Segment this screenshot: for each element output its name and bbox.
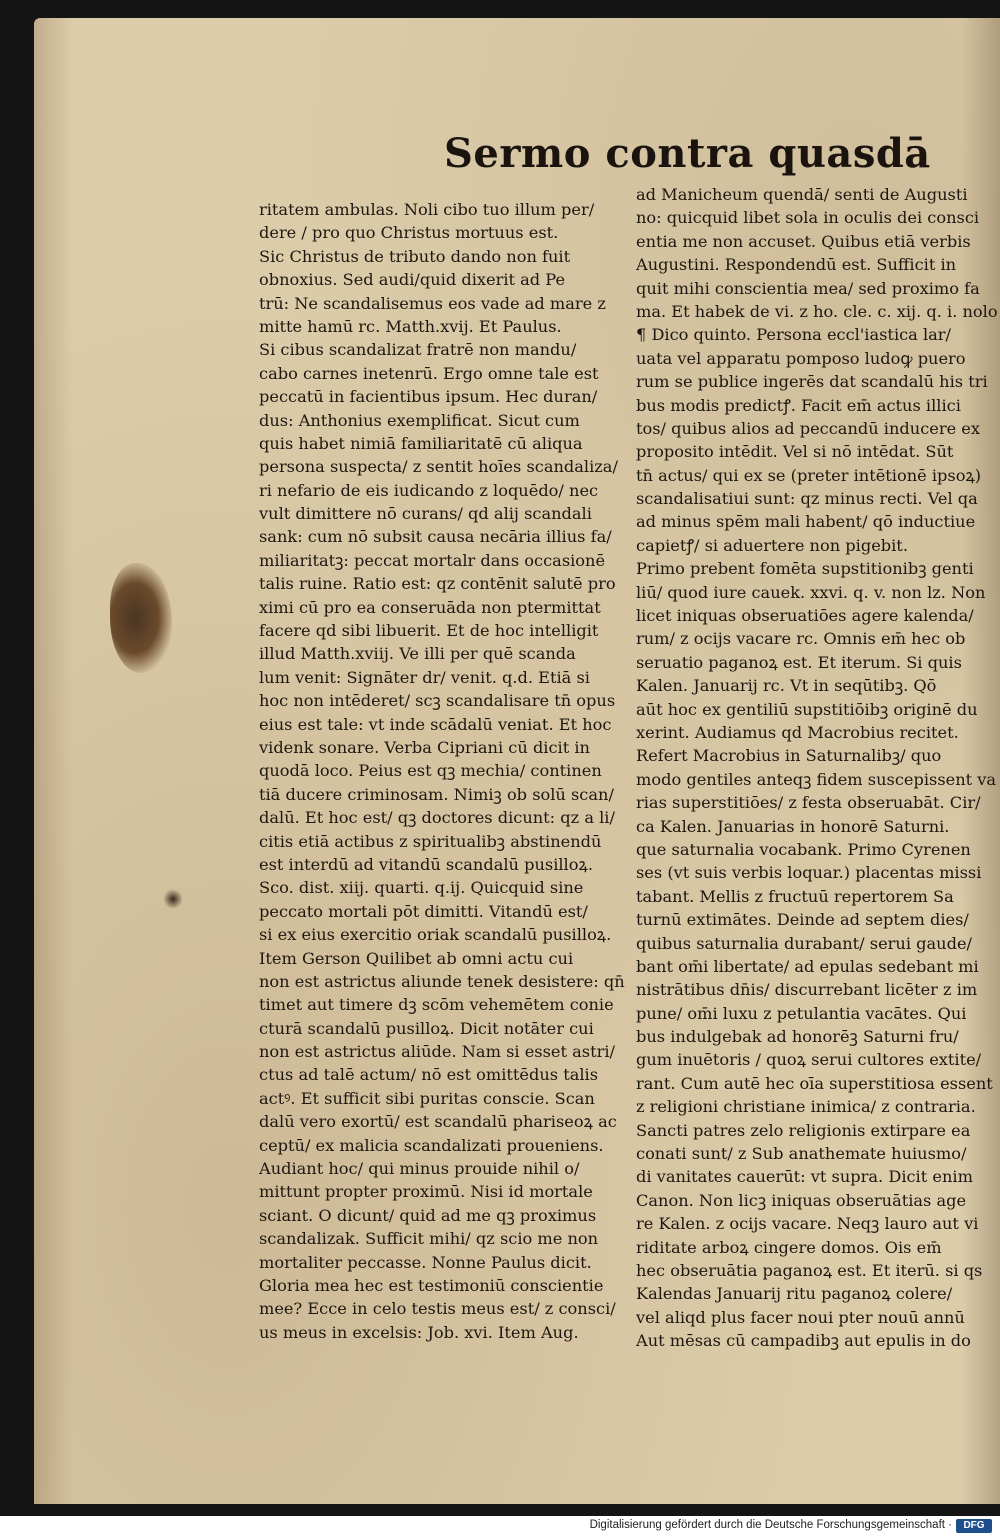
text-line: seruatio paganoꝝ est. Et iterum. Si quis [636,652,962,672]
text-line: turnū extimātes. Deinde ad septem dies/ [636,910,969,930]
left-text-column [259,198,644,1344]
text-line: licet iniquas obseruatiōes agere kalenda/ [636,606,974,626]
text-line: rias superstitiōes/ z festa obseruabāt. Cir/ [636,793,981,813]
text-line: obnoxius. Sed audi/quid dixerit ad Pe [259,270,566,290]
text-line: Primo prebent fomēta supstitionibꝫ genti [636,559,974,579]
text-line: timet aut timere dꝫ scōm vehemētem conie [259,995,614,1015]
text-line: ad Manicheum quendā/ senti de Augusti [636,185,968,204]
text-line: scandalizak. Sufficit mihi/ qz scio me non [259,1229,599,1249]
text-line: Kalen. Januarij rc. Vt in seqūtibꝫ. Qō [636,676,937,696]
text-line: ad minus spēm mali habent/ qō inductiue [636,512,976,532]
text-line: lum venit: Signāter dr/ venit. q.d. Etiā si [259,667,590,687]
text-line: re Kalen. z ocijs vacare. Neqꝫ lauro aut vi [636,1214,979,1234]
text-line: peccato mortali pōt dimitti. Vitandū est/ [259,901,588,921]
text-line: entia me non accuset. Quibus etiā verbis [636,231,971,251]
text-line: cabo carnes inetenrū. Ergo omne tale est [259,363,599,383]
text-line: eius est tale: vt inde scādalū veniat. Et hoc [259,714,612,734]
text-line: que saturnalia vocabank. Primo Cyrenen [636,839,971,859]
text-line: tn̄ actus/ qui ex se (preter intētionē ipsoꝝ) [636,465,982,485]
text-line: peccatū in facientibus ipsum. Hec duran/ [259,387,598,407]
text-line: Sco. dist. xiij. quarti. q.ij. Quicquid sine [259,878,584,898]
text-line: riditate arboꝝ cingere domos. Ois em̄ [636,1237,942,1257]
text-line: trū: Ne scandalisemus eos vade ad mare z [259,293,606,313]
text-line: facere qd sibi libuerit. Et de hoc intelligit [259,621,599,641]
text-line: dalū vero exortū/ est scandalū phariseoꝝ ac [259,1112,617,1132]
text-line: modo gentiles anteqꝫ fidem suscepissent va [636,769,997,789]
text-line: actꝰ. Et sufficit sibi puritas conscie. Scan [259,1088,595,1108]
text-line: tos/ quibus alios ad peccandū inducere ex [636,418,981,438]
text-line: Gloria mea hec est testimoniū conscientie [259,1275,604,1295]
text-line: Audiant hoc/ qui minus prouide nihil o/ [259,1159,580,1179]
right-text-column [636,183,998,1353]
text-line: quodā loco. Peius est qꝫ mechia/ continen [259,761,602,781]
text-line: mitte hamū rc. Matth.xvij. Et Paulus. [259,316,562,336]
text-line: bant om̄i libertate/ ad epulas sedebant mi [636,956,979,976]
text-line: ri nefario de eis iudicando z loquēdo/ nec [259,480,599,500]
book-page [34,18,1000,1504]
text-line: ctus ad talē actum/ nō est omittēdus talis [259,1065,599,1085]
text-line: illud Matth.xviij. Ve illi per quē scanda [259,644,576,664]
text-line: quit mihi conscientia mea/ sed proximo fa [636,278,980,298]
text-line: capietꝭ/ si aduertere non pigebit. [636,535,908,555]
text-line: Si cibus scandalizat fratrē non mandu/ [259,340,577,360]
text-line: tabant. Mellis z fructuū repertorem Sa [636,886,954,906]
text-line: xerint. Audiamus qd Macrobius recitet. [636,722,959,742]
text-line: mortaliter peccasse. Nonne Paulus dicit. [259,1252,592,1272]
text-line: ses (vt suis verbis loquar.) placentas missi [636,863,982,883]
page-stain [110,563,172,673]
text-line: ca Kalen. Januarias in honorē Saturni. [636,816,950,836]
text-line: conati sunt/ z Sub anathemate huiusmo/ [636,1144,967,1164]
text-line: ¶ Dico quinto. Persona eccl'iastica lar/ [636,325,951,345]
text-line: Canon. Non licꝫ iniquas obseruātias age [636,1190,967,1210]
text-line: aūt hoc ex gentiliū supstitiōibꝫ originē du [636,699,978,719]
text-line: sciant. O dicunt/ quid ad me qꝫ proximus [259,1205,597,1225]
text-line: dere / pro quo Christus mortuus est. [259,223,559,243]
text-line: rum/ z ocijs vacare rc. Omnis em̄ hec ob [636,629,966,649]
text-line: di vanitates cauerūt: vt supra. Dicit enim [636,1167,973,1187]
text-line: no: quicquid libet sola in oculis dei consci [636,208,980,228]
text-line: proposito intēdit. Vel si nō intēdat. Sūt [636,442,954,462]
text-line: miliaritatꝫ: peccat mortalr dans occasionē [259,550,606,570]
text-line: videnk sonare. Verba Cipriani cū dicit in [259,737,590,757]
text-line: uata vel apparatu pomposo ludoꝙ puero [636,348,966,368]
text-line: mittunt propter proximū. Nisi id mortale [259,1182,593,1202]
page-speck [164,888,182,910]
text-line: Sancti patres zelo religionis extirpare ea [636,1120,971,1140]
text-line: cturā scandalū pusilloꝝ. Dicit notāter cui [259,1018,594,1038]
funding-note: Digitalisierung gefördert durch die Deutsche Forschungsgemeinschaft · [589,1519,952,1531]
text-line: us meus in excelsis: Job. xvi. Item Aug. [259,1322,579,1342]
text-line: vult dimittere nō curans/ qd alij scandali [259,504,592,524]
text-line: mee? Ecce in celo testis meus est/ z consci/ [259,1299,616,1319]
text-line: Augustini. Respondendū est. Sufficit in [636,255,957,275]
text-line: non est astrictus aliūde. Nam si esset astri/ [259,1042,615,1062]
text-line: vel aliqd plus facer noui pter nouū annū [636,1307,965,1327]
text-line: Kalendas Januarij ritu paganoꝝ colere/ [636,1284,953,1304]
text-line: persona suspecta/ z sentit hoīes scandaliza/ [259,457,618,477]
text-line: dus: Anthonius exemplificat. Sicut cum [259,410,580,430]
text-line: non est astrictus aliunde tenek desistere: qn̄ [259,971,625,991]
text-line: quibus saturnalia durabant/ serui gaude/ [636,933,972,953]
text-line: rant. Cum autē hec oīa superstitiosa essent [636,1073,993,1093]
text-line: quis habet nimiā familiaritatē cū aliqua [259,433,583,453]
text-line: gum inuētoris / quoꝝ serui cultores extite/ [636,1050,982,1070]
text-line: hec obseruātia paganoꝝ est. Et iterū. si qs [636,1260,983,1280]
text-line: talis ruine. Ratio est: qz contēnit salutē pro [259,574,616,594]
running-head: Sermo contra quasdā [444,130,931,177]
text-line: ma. Et habek de vi. z ho. cle. c. xij. q. i. nolo [636,301,998,321]
text-line: sank: cum nō subsit causa necāria illius fa/ [259,527,612,547]
text-line: liū/ quod iure cauek. xxvi. q. v. non lz. Non [636,582,986,602]
text-line: Item Gerson Quilibet ab omni actu cui [259,948,574,968]
text-line: citis etiā actibus z spiritualibꝫ abstinendū [259,831,602,851]
text-line: rum se publice ingerēs dat scandalū his tri [636,372,988,392]
text-line: ceptū/ ex malicia scandalizati proueniens. [259,1135,604,1155]
text-line: z religioni christiane inimica/ z contraria. [636,1097,976,1117]
text-line: ximi cū pro ea conseruāda non ptermittat [259,597,601,617]
text-line: nistrātibus dn̄is/ discurrebant licēter z im [636,980,978,1000]
text-line: hoc non intēderet/ scꝫ scandalisare tn̄ opus [259,691,616,711]
text-line: tiā ducere criminosam. Nimiꝫ ob solū scan/ [259,784,614,804]
text-line: dalū. Et hoc est/ qꝫ doctores dicunt: qz a li/ [259,808,615,828]
text-line: est interdū ad vitandū scandalū pusilloꝝ. [259,854,593,874]
text-line: bus indulgebak ad honorēꝫ Saturni fru/ [636,1027,959,1047]
text-line: pune/ om̄i luxu z petulantia vacātes. Qui [636,1003,967,1023]
text-line: Sic Christus de tributo dando non fuit [259,246,571,266]
text-line: ritatem ambulas. Noli cibo tuo illum per/ [259,200,595,219]
text-line: Refert Macrobius in Saturnalibꝫ/ quo [636,746,942,766]
text-line: bus modis predictꝭ. Facit em̄ actus illici [636,395,961,415]
dfg-logo-icon: DFG [956,1519,992,1533]
text-line: si ex eius exercitio oriak scandalū pusilloꝝ. [259,925,612,945]
text-line: Aut mēsas cū campadibꝫ aut epulis in do [636,1331,971,1351]
text-line: scandalisatiui sunt: qz minus recti. Vel qa [636,489,978,509]
